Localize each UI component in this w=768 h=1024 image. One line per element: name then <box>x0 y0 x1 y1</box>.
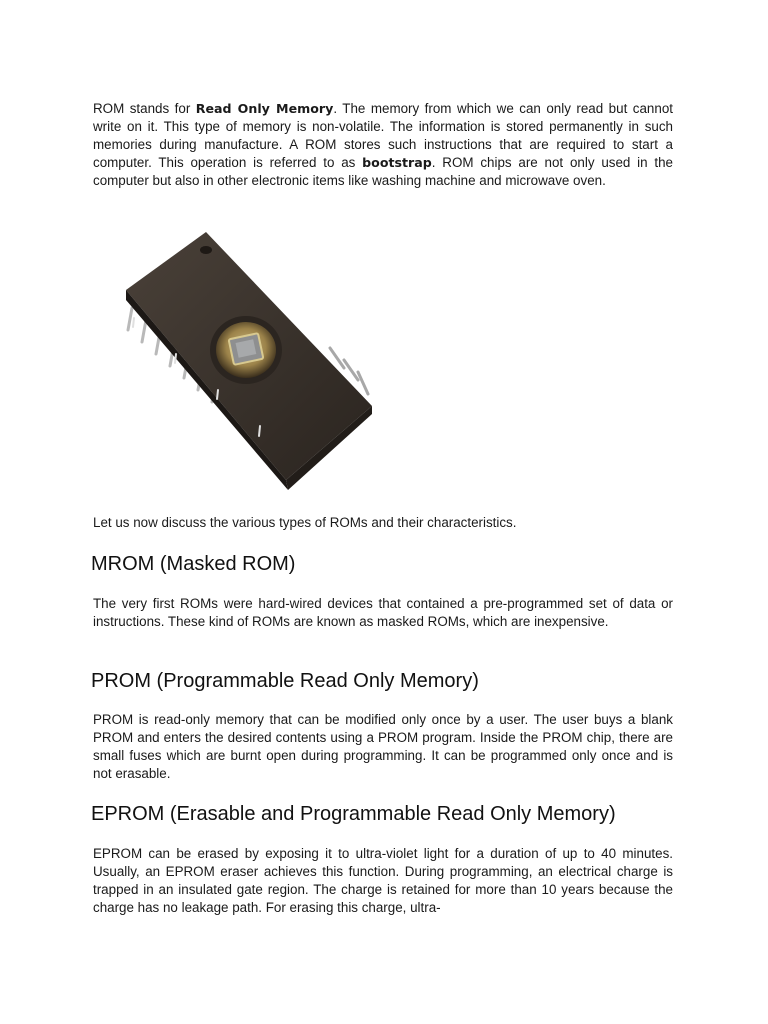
intro-text-1: ROM stands for <box>93 101 196 116</box>
intro-bold-read-only-memory: Read Only Memory <box>195 101 334 116</box>
intro-paragraph <box>93 100 673 190</box>
heading-eprom: EPROM (Erasable and Programmable Read Only Memory) <box>91 803 616 825</box>
mrom-paragraph: The very first ROMs were hard-wired devices that contained a pre-programmed set of data or instructions. These kind of ROMs are known as masked ROMs, which are inexpensive. <box>93 596 673 629</box>
eprom-chip-icon <box>118 228 380 500</box>
heading-mrom: MROM (Masked ROM) <box>91 553 296 575</box>
intro-text-2: . The memory from which we can only read but cannot write on it. This type of memory is non-volatile. The information is stored permanently in such memories during manufacture. A ROM stores such instructions that are required to start a computer. This operation is referred to as <box>93 101 673 170</box>
intro-bold-bootstrap: bootstrap <box>362 155 432 170</box>
prom-paragraph: PROM is read-only memory that can be modified only once by a user. The user buys a blank PROM and enters the desired contents using a PROM program. Inside the PROM chip, there are small fuses which are burnt open during programming. It can be programmed only once and is not erasable. <box>93 712 673 781</box>
types-intro: Let us now discuss the various types of ROMs and their characteristics. <box>93 515 517 530</box>
chip-notch <box>200 246 212 254</box>
eprom-paragraph: EPROM can be erased by exposing it to ultra-violet light for a duration of up to 40 minutes. Usually, an EPROM eraser achieves this function. During programming, an electrical charge is trapped in an insulated gate region. The charge is retained for more than 10 years because the charge has no leakage path. For erasing this charge, ultra- <box>93 846 673 915</box>
uv-window <box>210 316 282 384</box>
intro-text-3: . ROM chips are not only used in the computer but also in other electronic items like washing machine and microwave oven. <box>93 155 673 188</box>
eprom-chip-image <box>118 228 380 500</box>
heading-prom: PROM (Programmable Read Only Memory) <box>91 670 479 692</box>
